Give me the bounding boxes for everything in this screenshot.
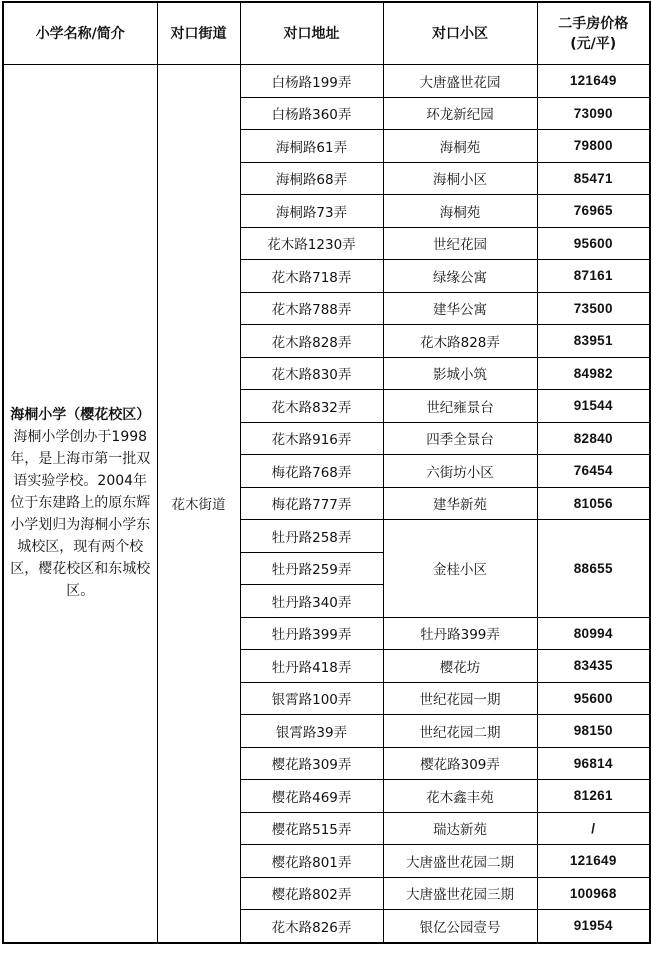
price-cell: 88655 <box>537 520 650 618</box>
community-cell: 世纪花园 <box>383 227 537 260</box>
header-price-line2: (元/平) <box>570 35 617 52</box>
address-cell: 花木路1230弄 <box>240 227 383 260</box>
price-cell: 84982 <box>537 357 650 390</box>
street-cell: 花木街道 <box>157 65 240 943</box>
price-cell: 85471 <box>537 162 650 195</box>
price-cell: / <box>537 812 650 845</box>
community-cell: 海桐苑 <box>383 130 537 163</box>
community-cell: 瑞达新苑 <box>383 812 537 845</box>
price-cell: 121649 <box>537 845 650 878</box>
price-cell: 83435 <box>537 650 650 683</box>
price-cell: 95600 <box>537 682 650 715</box>
address-cell: 花木路826弄 <box>240 910 383 943</box>
header-address: 对口地址 <box>240 2 383 65</box>
header-price-line1: 二手房价格 <box>558 15 629 32</box>
address-cell: 花木路832弄 <box>240 390 383 423</box>
price-cell: 81056 <box>537 487 650 520</box>
price-cell: 96814 <box>537 747 650 780</box>
community-cell: 影城小筑 <box>383 357 537 390</box>
header-price <box>537 2 650 65</box>
price-cell: 81261 <box>537 780 650 813</box>
address-cell: 樱花路801弄 <box>240 845 383 878</box>
school-name: 海桐小学（樱花校区） <box>10 407 151 424</box>
community-cell: 樱花坊 <box>383 650 537 683</box>
community-cell: 花木路828弄 <box>383 325 537 358</box>
price-cell: 87161 <box>537 260 650 293</box>
community-cell: 银亿公园壹号 <box>383 910 537 943</box>
address-cell: 牡丹路340弄 <box>240 585 383 618</box>
address-cell: 牡丹路418弄 <box>240 650 383 683</box>
address-cell: 花木路718弄 <box>240 260 383 293</box>
address-cell: 海桐路73弄 <box>240 195 383 228</box>
community-cell: 海桐苑 <box>383 195 537 228</box>
address-cell: 牡丹路399弄 <box>240 617 383 650</box>
address-cell: 牡丹路259弄 <box>240 552 383 585</box>
address-cell: 樱花路515弄 <box>240 812 383 845</box>
header-school: 小学名称/简介 <box>3 2 157 65</box>
school-cell <box>3 65 157 943</box>
address-cell: 白杨路360弄 <box>240 97 383 130</box>
address-cell: 白杨路199弄 <box>240 65 383 98</box>
price-cell: 76965 <box>537 195 650 228</box>
price-cell: 121649 <box>537 65 650 98</box>
community-cell: 世纪花园二期 <box>383 715 537 748</box>
address-cell: 花木路788弄 <box>240 292 383 325</box>
address-cell: 海桐路68弄 <box>240 162 383 195</box>
price-cell: 73090 <box>537 97 650 130</box>
community-cell: 花木鑫丰苑 <box>383 780 537 813</box>
community-cell: 海桐小区 <box>383 162 537 195</box>
address-cell: 樱花路469弄 <box>240 780 383 813</box>
community-cell: 大唐盛世花园三期 <box>383 877 537 910</box>
community-cell: 大唐盛世花园二期 <box>383 845 537 878</box>
price-cell: 91544 <box>537 390 650 423</box>
price-cell: 98150 <box>537 715 650 748</box>
header-row <box>3 2 650 65</box>
community-cell: 金桂小区 <box>383 520 537 618</box>
community-cell: 世纪花园一期 <box>383 682 537 715</box>
price-cell: 82840 <box>537 422 650 455</box>
address-cell: 花木路916弄 <box>240 422 383 455</box>
address-cell: 梅花路777弄 <box>240 487 383 520</box>
table-row <box>3 65 650 98</box>
address-cell: 樱花路309弄 <box>240 747 383 780</box>
community-cell: 牡丹路399弄 <box>383 617 537 650</box>
address-cell: 梅花路768弄 <box>240 455 383 488</box>
price-cell: 100968 <box>537 877 650 910</box>
price-cell: 79800 <box>537 130 650 163</box>
price-cell: 95600 <box>537 227 650 260</box>
community-cell: 建华公寓 <box>383 292 537 325</box>
community-cell: 大唐盛世花园 <box>383 65 537 98</box>
header-street: 对口街道 <box>157 2 240 65</box>
address-cell: 银霄路39弄 <box>240 715 383 748</box>
address-cell: 海桐路61弄 <box>240 130 383 163</box>
price-cell: 83951 <box>537 325 650 358</box>
header-community: 对口小区 <box>383 2 537 65</box>
price-cell: 91954 <box>537 910 650 943</box>
price-cell: 76454 <box>537 455 650 488</box>
community-cell: 四季全景台 <box>383 422 537 455</box>
address-cell: 牡丹路258弄 <box>240 520 383 553</box>
price-cell: 80994 <box>537 617 650 650</box>
address-cell: 樱花路802弄 <box>240 877 383 910</box>
community-cell: 六街坊小区 <box>383 455 537 488</box>
price-cell: 73500 <box>537 292 650 325</box>
community-cell: 环龙新纪园 <box>383 97 537 130</box>
community-cell: 世纪雍景台 <box>383 390 537 423</box>
address-cell: 花木路830弄 <box>240 357 383 390</box>
community-cell: 建华新苑 <box>383 487 537 520</box>
school-description: 海桐小学创办于1998年，是上海市第一批双语实验学校。2004年位于东建路上的原东辉小学划归为海桐小学东城校区，现有两个校区，樱花校区和东城校区。 <box>10 429 151 600</box>
community-cell: 樱花路309弄 <box>383 747 537 780</box>
address-cell: 银霄路100弄 <box>240 682 383 715</box>
address-cell: 花木路828弄 <box>240 325 383 358</box>
community-cell: 绿缘公寓 <box>383 260 537 293</box>
school-district-table <box>2 1 651 944</box>
